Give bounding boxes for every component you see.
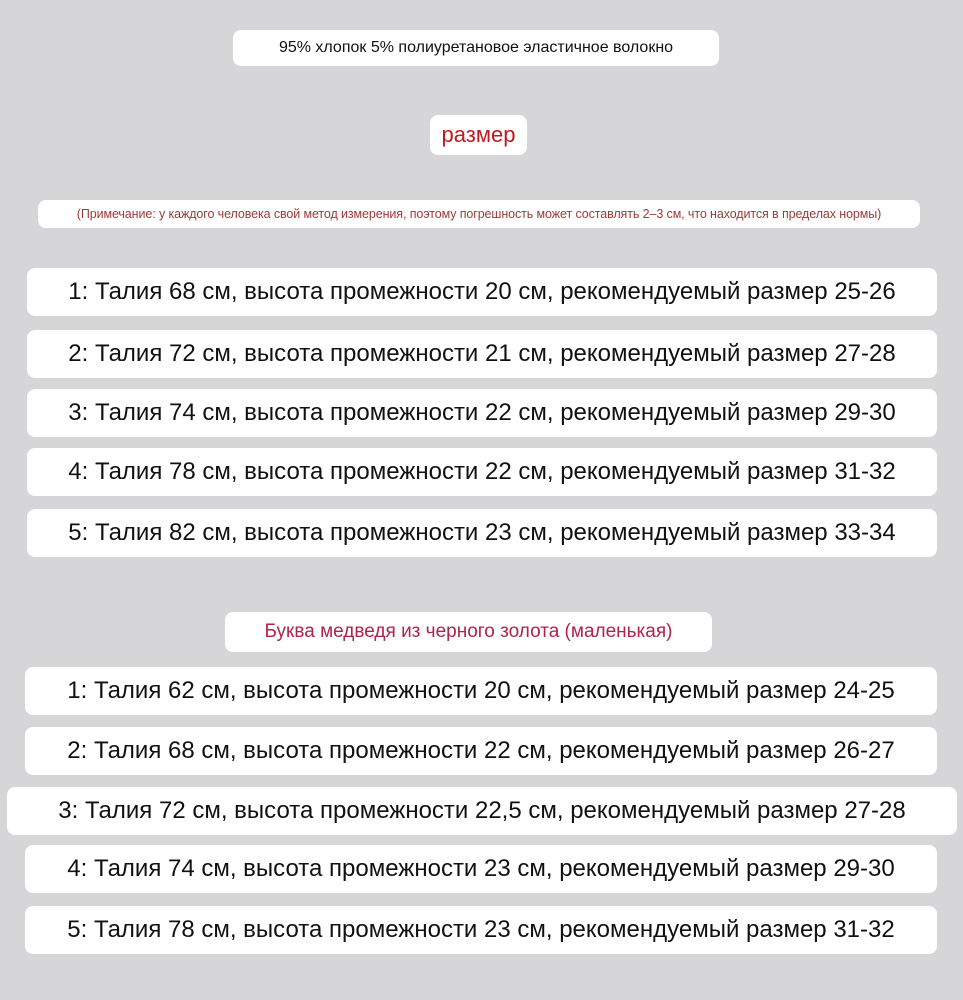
measurement-note: (Примечание: у каждого человека свой метод измерения, поэтому погрешность может составлять 2–3 см, что находится в пределах нормы) bbox=[38, 200, 920, 228]
section2-heading: Буква медведя из черного золота (маленькая) bbox=[225, 612, 712, 652]
size-row: 2: Талия 68 см, высота промежности 22 см, рекомендуемый размер 26-27 bbox=[25, 727, 937, 775]
size-row: 1: Талия 68 см, высота промежности 20 см, рекомендуемый размер 25-26 bbox=[27, 268, 937, 316]
size-row: 2: Талия 72 см, высота промежности 21 см, рекомендуемый размер 27-28 bbox=[27, 330, 937, 378]
size-row: 4: Талия 78 см, высота промежности 22 см, рекомендуемый размер 31-32 bbox=[27, 448, 937, 496]
size-row: 3: Талия 72 см, высота промежности 22,5 см, рекомендуемый размер 27-28 bbox=[7, 787, 957, 835]
size-row: 3: Талия 74 см, высота промежности 22 см, рекомендуемый размер 29-30 bbox=[27, 389, 937, 437]
size-heading: размер bbox=[430, 115, 527, 155]
material-composition: 95% хлопок 5% полиуретановое эластичное волокно bbox=[233, 30, 719, 66]
size-row: 5: Талия 82 см, высота промежности 23 см, рекомендуемый размер 33-34 bbox=[27, 509, 937, 557]
size-row: 4: Талия 74 см, высота промежности 23 см, рекомендуемый размер 29-30 bbox=[25, 845, 937, 893]
size-row: 5: Талия 78 см, высота промежности 23 см, рекомендуемый размер 31-32 bbox=[25, 906, 937, 954]
size-row: 1: Талия 62 см, высота промежности 20 см, рекомендуемый размер 24-25 bbox=[25, 667, 937, 715]
